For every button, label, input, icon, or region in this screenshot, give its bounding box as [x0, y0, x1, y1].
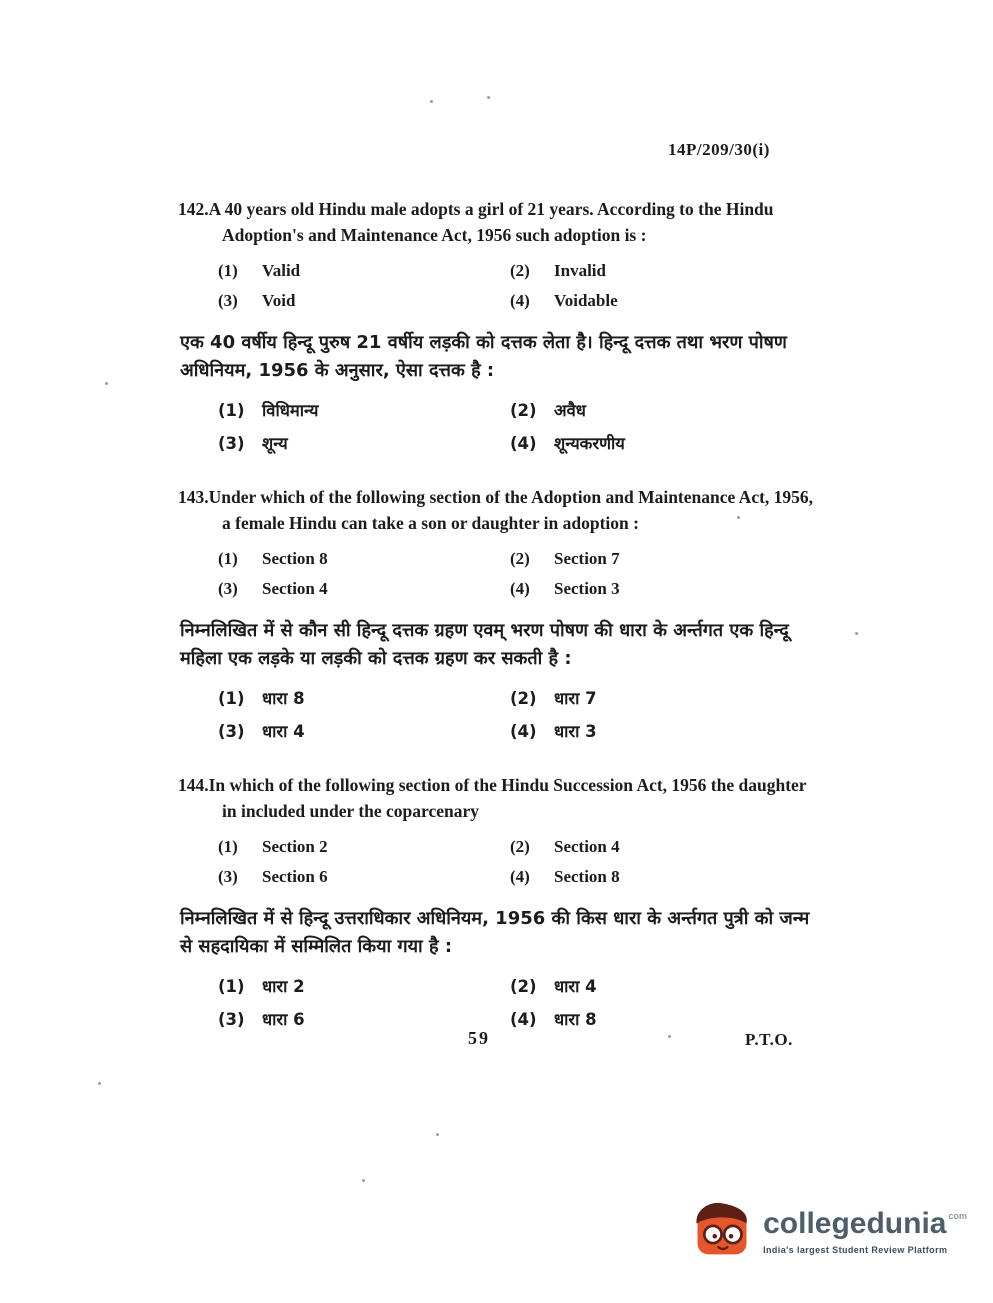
question-text-english: [178, 772, 814, 825]
option-number: (3): [218, 290, 238, 310]
option-number: (1): [218, 977, 245, 997]
option-number: (4): [510, 290, 530, 310]
question-text-hindi: एक 40 वर्षीय हिन्दू पुरुष 21 वर्षीय लड़की को दत्तक लेता है। हिन्दू दत्तक तथा भरण पोषण अधिनियम, 1956 के अनुसार, ऐसा दत्तक है :: [180, 331, 787, 382]
options-english: [218, 261, 814, 311]
collegedunia-mascot-icon: [693, 1200, 751, 1263]
question-english-body: In which of the following section of the Hindu Succession Act, 1956 the daughter in included under the coparcenary: [208, 775, 807, 822]
option-3: [218, 1007, 510, 1030]
option-number: (4): [510, 1010, 537, 1030]
option-label: Valid: [262, 260, 301, 280]
option-number: (1): [218, 401, 245, 421]
option-1: [218, 837, 510, 857]
option-label: धारा 6: [262, 1010, 305, 1030]
option-label: Voidable: [554, 290, 618, 310]
option-label: शून्यकरणीय: [554, 434, 625, 454]
option-3: [218, 719, 510, 742]
scan-speck: [436, 1133, 439, 1136]
question-english-body: Under which of the following section of the Adoption and Maintenance Act, 1956, a female Hindu can take a son or daughter in adoption :: [208, 487, 814, 534]
option-number: (2): [510, 836, 530, 856]
option-number: (2): [510, 977, 537, 997]
option-number: (4): [510, 434, 537, 454]
option-number: (3): [218, 1010, 245, 1030]
option-number: (2): [510, 548, 530, 568]
question-text-english: [178, 484, 814, 537]
option-label: Section 8: [554, 866, 620, 886]
scan-speck: [855, 632, 858, 635]
option-1: [218, 686, 510, 709]
option-2: [510, 686, 814, 709]
option-number: (1): [218, 260, 238, 280]
option-number: (3): [218, 434, 245, 454]
option-label: Section 3: [554, 578, 620, 598]
question-number: 142.: [178, 199, 209, 219]
option-label: धारा 2: [262, 977, 305, 997]
options-hindi: [218, 686, 814, 742]
option-label: धारा 7: [554, 689, 597, 709]
option-4: [510, 867, 814, 887]
collegedunia-wordmark-suffix: com: [948, 1210, 967, 1221]
options-english: [218, 549, 814, 599]
options-hindi: [218, 398, 814, 454]
scan-speck: [737, 516, 740, 519]
scan-speck: [430, 100, 433, 103]
scan-speck: [362, 1179, 365, 1182]
paper-code: 14P/209/30(i): [668, 140, 770, 159]
option-label: धारा 4: [554, 977, 597, 997]
option-label: धारा 8: [262, 689, 305, 709]
question-142: [178, 196, 814, 454]
option-number: (4): [510, 722, 537, 742]
option-4: [510, 1007, 814, 1030]
question-text-english: [178, 196, 814, 249]
option-label: धारा 3: [554, 722, 597, 742]
option-1: [218, 261, 510, 281]
option-label: Section 7: [554, 548, 620, 568]
option-label: धारा 4: [262, 722, 305, 742]
option-label: Section 2: [262, 836, 328, 856]
option-label: Void: [262, 290, 296, 310]
option-number: (1): [218, 836, 238, 856]
option-label: अवैध: [554, 401, 586, 421]
option-number: (1): [218, 689, 245, 709]
option-label: Section 6: [262, 866, 328, 886]
collegedunia-tagline: India's largest Student Review Platform: [763, 1244, 948, 1255]
option-1: [218, 974, 510, 997]
option-4: [510, 579, 814, 599]
page-number: 59: [468, 1028, 490, 1048]
option-4: [510, 719, 814, 742]
question-text-hindi: निम्नलिखित में से हिन्दू उत्तराधिकार अधिनियम, 1956 की किस धारा के अर्न्तगत पुत्री को जन्म से सहदायिका में सम्मिलित किया गया है :: [180, 907, 810, 958]
option-number: (3): [218, 866, 238, 886]
option-label: Section 8: [262, 548, 328, 568]
question-144: [178, 772, 814, 1030]
option-2: [510, 837, 814, 857]
question-number: 144.: [178, 775, 209, 796]
option-number: (3): [218, 722, 245, 742]
option-3: [218, 867, 510, 887]
option-3: [218, 431, 510, 454]
option-3: [218, 291, 510, 311]
option-label: विधिमान्य: [262, 401, 319, 421]
option-3: [218, 579, 510, 599]
option-2: [510, 974, 814, 997]
option-label: Invalid: [554, 260, 606, 280]
option-1: [218, 549, 510, 569]
option-number: (2): [510, 401, 537, 421]
option-label: Section 4: [554, 836, 620, 856]
collegedunia-logo: [693, 1200, 967, 1263]
question-text-hindi: निम्नलिखित में से कौन सी हिन्दू दत्तक ग्रहण एवम् भरण पोषण की धारा के अर्न्तगत एक हिन्दू महिला एक लड़के या लड़की को दत्तक ग्रहण कर सकती है :: [180, 619, 789, 670]
question-english-body: A 40 years old Hindu male adopts a girl of 21 years. According to the Hindu Adoption's and Maintenance Act, 1956 such adoption is :: [208, 199, 774, 246]
options-hindi: [218, 974, 814, 1030]
scan-speck: [98, 1082, 101, 1085]
option-number: (2): [510, 689, 537, 709]
scan-speck: [105, 382, 108, 385]
option-number: (3): [218, 578, 238, 598]
option-label: शून्य: [262, 434, 288, 454]
option-1: [218, 398, 510, 421]
option-label: धारा 8: [554, 1010, 597, 1030]
options-english: [218, 837, 814, 887]
option-4: [510, 291, 814, 311]
questions-area: [178, 196, 814, 1060]
scan-speck: [668, 1035, 671, 1038]
question-143: [178, 484, 814, 742]
option-label: Section 4: [262, 578, 328, 598]
pto-label: P.T.O.: [745, 1030, 793, 1049]
option-2: [510, 398, 814, 421]
option-number: (2): [510, 260, 530, 280]
collegedunia-wordmark: collegedunia: [763, 1206, 947, 1240]
option-number: (4): [510, 578, 530, 598]
option-number: (1): [218, 548, 238, 568]
option-4: [510, 431, 814, 454]
option-2: [510, 549, 814, 569]
option-number: (4): [510, 866, 530, 886]
question-number: 143.: [178, 487, 209, 508]
scan-speck: [487, 96, 490, 99]
option-2: [510, 261, 814, 281]
